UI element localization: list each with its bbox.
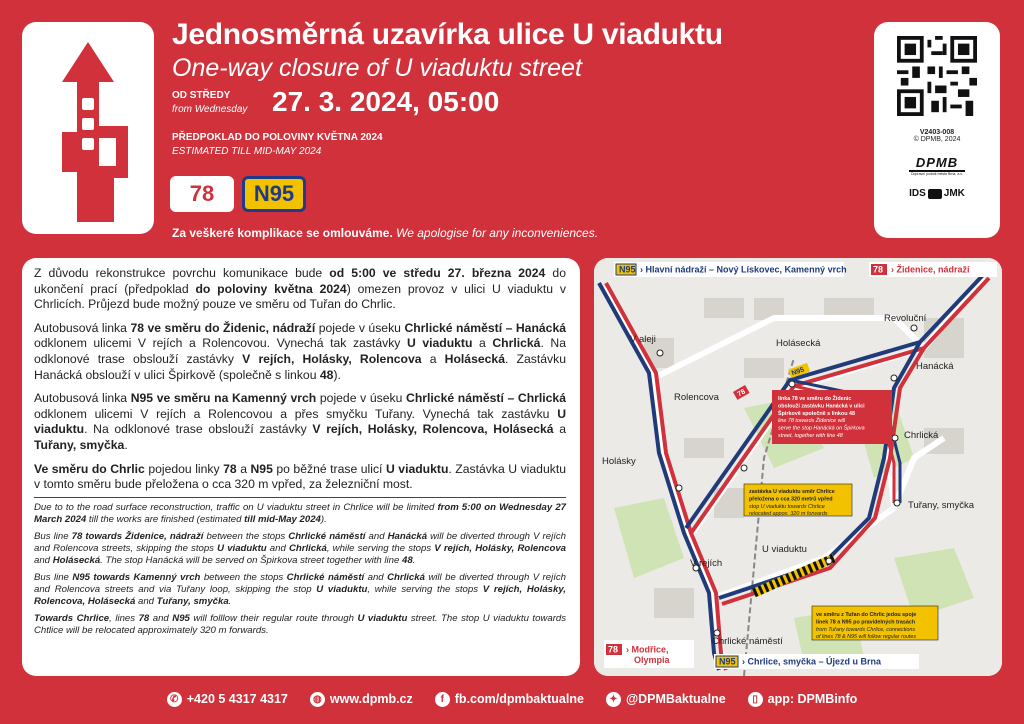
route-tag-78: 78 <box>736 388 747 399</box>
stop-v-rejich: V rejích <box>690 558 723 569</box>
footer-web-label: www.dpmb.cz <box>329 692 413 706</box>
globe-icon: ◍ <box>310 692 325 707</box>
stop-chrlicka: Chrlická <box>904 430 939 441</box>
stop-revolucni: Revoluční <box>884 313 927 324</box>
note-yel2-lines-line: linek 78 a N95 po pravidelných trasách <box>816 619 916 626</box>
divider <box>34 497 566 498</box>
paragraph-cs-4: Ve směru do Chrlic pojedou linky 78 a N95 po běžné trase ulicí U viaduktu. Zastávka U viaduktu v tomto směru bude přeložena o cca 320 m vpřed, za železniční most. <box>34 461 566 492</box>
note-red-lines-line: linka 78 ve směru do Židenic <box>778 396 852 402</box>
note-yel1-lines-line: přeložena o cca 320 metrů vpřed <box>749 496 833 503</box>
one-way-detour-icon <box>22 22 154 234</box>
note-yel2-lines-line: of lines 78 & N95 will follow regular routes <box>816 634 917 641</box>
footer-web[interactable] <box>310 692 413 707</box>
map-bottom-right-dest: › Chrlice, smyčka – Újezd u Brna <box>742 656 882 667</box>
note-yel2-lines-line: ve směru z Tuřan do Chrlic jedou spoje <box>816 612 917 618</box>
note-yel1-lines-line: relocated appox. 320 m forwards <box>749 511 828 518</box>
stop-turany-smycka: Tuřany, smyčka <box>908 500 974 511</box>
paragraph-en-4: Towards Chrlice, lines 78 and N95 will folllow their regular route through U viaduktu street. The stop U viaduktu towards Chtlice will be relocated approximately 320 m forwards. <box>34 612 567 636</box>
phone-icon: ✆ <box>167 692 182 707</box>
stop-holasky: Holásky <box>602 456 636 467</box>
from-label-czech: OD STŘEDY <box>172 90 231 101</box>
map-bottom-left-line: 78 <box>608 644 619 655</box>
route-tag-n95: N95 <box>790 366 806 378</box>
apology-text <box>172 226 598 240</box>
line-badge-n95: N95 <box>242 176 306 212</box>
paragraph-en-2: Bus line 78 towards Židenice, nádraží between the stops Chrlické náměstí and Hanácká will be diverted through V rejích and Rolencova streets, skipping the stops U viaduktu and Chrlická, while serving the stops V rejích, Holásky, Rolencova and Holásecká. The stop Hanácká will be served on Špirkova street together with line 48. <box>34 530 567 566</box>
map-top-left-line: N95 <box>619 264 636 275</box>
footer-facebook-label: fb.com/dpmbaktualne <box>454 692 584 706</box>
estimate-czech: PŘEDPOKLAD DO POLOVINY KVĚTNA 2024 <box>172 132 383 143</box>
closure-pictogram-card <box>22 22 154 234</box>
notice-code: V2403-008 <box>919 129 955 136</box>
map-top-left-dest: › Hlavní nádraží – Nový Lískovec, Kamenný vrch <box>640 264 847 275</box>
note-yel2-lines-line: from Tuřany towards Chrlice, connections <box>816 626 916 633</box>
footer <box>0 684 1024 714</box>
footer-phone-label: +420 5 4317 4317 <box>186 692 288 706</box>
line-badge-78: 78 <box>170 176 234 212</box>
apology-english: We apologise for any inconveniences. <box>396 226 599 240</box>
map-bottom-left-dest-2: Olympia <box>634 655 670 665</box>
map-top-right-line: 78 <box>873 264 884 275</box>
apology-czech: Za veškeré komplikace se omlouváme. <box>172 226 393 240</box>
note-red-lines-line: serve the stop Hanácká on Špirkova <box>778 425 865 432</box>
start-datetime: 27. 3. 2024, 05:00 <box>272 86 500 117</box>
note-red-lines-line: obslouží zastávku Hanácká v ulici <box>778 403 865 410</box>
paragraph-cs-3: Autobusová linka N95 ve směru na Kamenný vrch pojede v úseku Chrlické náměstí – Chrlická odklonem ulicemi V rejích a Rolencovou a přes smyčku Tuřany. Vynechá tak zastávku U viaduktu. Na odklonové trase obslouží zastávky V rejích, Holásky, Rolencova, Holásecká a Tuřany, smyčka. <box>34 391 566 452</box>
stop-holasecka: Holásecká <box>776 338 821 349</box>
paragraph-cs-2: Autobusová linka 78 ve směru do Židenic, nádraží pojede v úseku Chrlické náměstí – Hanácká odklonem ulicemi V rejích a Rolencovou. Vynechá tak zastávky U viaduktu a Chrlická. Na odklonové trase obslouží zastávky V rejích, Holásky, Rolencova a Holásecká. Zastávku Hanácká obslouží v ulici Špirkově (společně s linkou 48). <box>34 320 566 382</box>
qr-code-icon[interactable] <box>897 36 977 116</box>
stop-rolencova: Rolencova <box>674 392 719 403</box>
title-czech: Jednosměrná uzavírka ulice U viaduktu <box>172 18 723 51</box>
title-english: One-way closure of U viaduktu street <box>172 54 582 82</box>
footer-app[interactable] <box>748 692 858 707</box>
note-yel1-lines-line: zastávka U viaduktu směr Chrlice <box>749 489 835 495</box>
map-top-right-dest: › Židenice, nádraží <box>891 264 970 275</box>
stop-v-aleji: V aleji <box>630 334 656 345</box>
detour-map <box>594 258 1002 676</box>
map-bottom-left-dest: › Modřice, <box>626 644 669 655</box>
stop-chrlicke-namesti: Chrlické náměstí <box>712 636 783 647</box>
footer-phone[interactable] <box>167 692 288 707</box>
from-label-english: from Wednesday <box>172 104 248 115</box>
dpmb-logo: DPMB Dopravní podnik města Brna, a.s. <box>909 155 965 176</box>
copyright: © DPMB, 2024 <box>913 136 961 143</box>
footer-twitter-label: @DPMBaktualne <box>625 692 726 706</box>
twitter-icon: ✦ <box>606 692 621 707</box>
ids-jmk-logo: IDS JMK <box>909 188 965 199</box>
note-red-lines-line: Špirkově společně s linkou 48 <box>778 410 855 417</box>
footer-facebook[interactable] <box>435 692 584 707</box>
note-red-lines-line: line 78 towards Židenice will <box>778 418 846 425</box>
description-card <box>22 258 580 676</box>
footer-twitter[interactable] <box>606 692 726 707</box>
footer-app-label: app: DPMBinfo <box>767 692 858 706</box>
stop-hanacka: Hanácká <box>916 361 954 372</box>
phone-app-icon: ▯ <box>748 692 763 707</box>
note-yel1-lines-line: stop U viaduktu towards Chrlice <box>749 503 825 510</box>
train-icon <box>928 189 942 199</box>
stop-u-viaduktu: U viaduktu <box>762 544 807 555</box>
map-svg <box>594 258 1002 676</box>
paragraph-en-1: Due to to the road surface reconstruction, traffic on U viaduktu street in Chrlice will be limited from 5:00 on Wednesday 27 March 2024 till the works are finished (estimated till mid-May 2024). <box>34 501 567 525</box>
paragraph-cs-1: Z důvodu rekonstrukce povrchu komunikace bude od 5:00 ve středu 27. března 2024 do ukončení prací (předpoklad do poloviny května 2024) omezen provoz v ulici U viaduktu v Chrlicích. Průjezd bude možný pouze ve směru od Tuřan do Chrlic. <box>34 266 566 312</box>
paragraph-en-3: Bus line N95 towards Kamenný vrch between the stops Chrlické náměstí and Chrlická will be diverted through V rejích and Rolencova streets and via Tuřany loop, skipping the stop U viaduktu, while serving the stops V rejích, Holásky, Rolencova, Holásecká and Tuřany, smyčka. <box>34 571 566 607</box>
note-red-lines-line: street, together with line 48 <box>778 433 843 439</box>
facebook-icon: f <box>435 692 450 707</box>
map-bottom-right-line: N95 <box>719 656 736 667</box>
qr-card <box>874 22 1000 238</box>
estimate-english: ESTIMATED TILL MID-MAY 2024 <box>172 146 322 157</box>
